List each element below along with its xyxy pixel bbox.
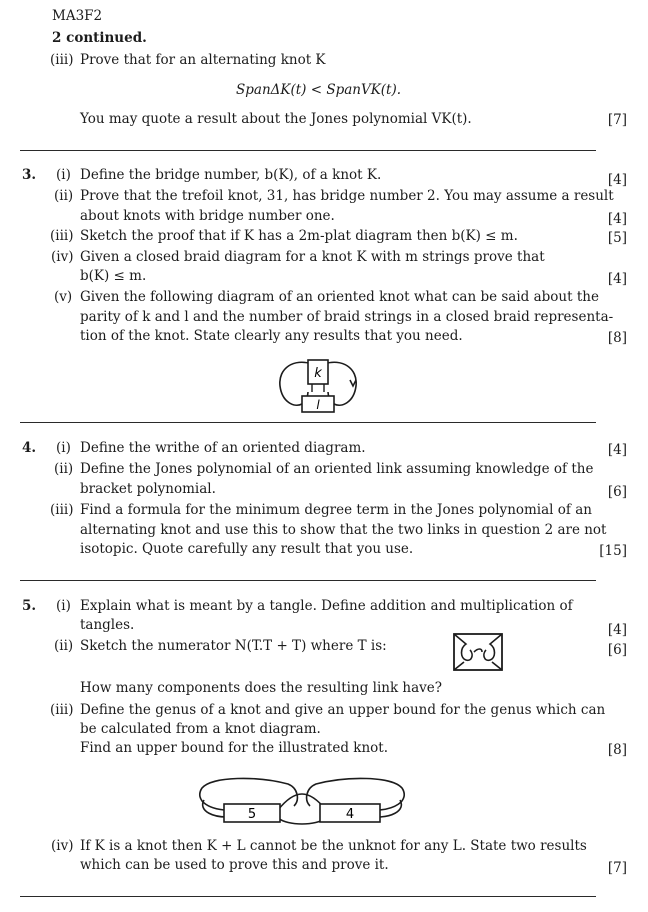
- q5-box-four-label: 4: [345, 807, 355, 822]
- q3-iv-marks: [4]: [607, 271, 627, 287]
- q4-i-label: (i): [56, 440, 71, 456]
- q4-iii-line1: Find a formula for the minimum degree term in the Jones polynomial of an: [80, 502, 592, 518]
- q5-i-line1: Explain what is meant by a tangle. Define addition and multiplication of: [80, 598, 573, 614]
- q4-ii-marks: [6]: [607, 484, 627, 500]
- q4-ii-label: (ii): [54, 461, 74, 477]
- q4-ii-line2: bracket polynomial.: [80, 481, 216, 497]
- q3-ii-label: (ii): [54, 188, 74, 204]
- q4-iii-line2: alternating knot and use this to show that the two links in question 2 are not: [80, 522, 607, 538]
- q3-iii-label: (iii): [50, 228, 74, 244]
- q4-iii-marks: [15]: [599, 543, 627, 559]
- q4-i-marks: [4]: [607, 442, 627, 458]
- q5-knot-diagram: [188, 770, 416, 828]
- q3-box-k-label: k: [314, 366, 322, 381]
- q4-ii-line1: Define the Jones polynomial of an oriented link assuming knowledge of the: [80, 461, 594, 477]
- q5-ii-line: Sketch the numerator N(T.T + T) where T is:: [80, 638, 387, 654]
- q5-iii-line3: Find an upper bound for the illustrated knot.: [80, 740, 388, 756]
- q5-iii-marks: [8]: [607, 742, 627, 758]
- q2-iii-label: (iii): [50, 52, 74, 68]
- q5-iv-line1: If K is a knot then K + L cannot be the unknot for any L. State two results: [80, 838, 587, 854]
- q5-iii-label: (iii): [50, 702, 74, 718]
- q5-iii-line1: Define the genus of a knot and give an upper bound for the genus which can: [80, 702, 606, 718]
- q3-ii-line1: Prove that the trefoil knot, 31, has bridge number 2. You may assume a result: [80, 188, 614, 204]
- divider-2: [20, 422, 596, 423]
- q3-v-marks: [8]: [607, 330, 627, 346]
- q3-box-l-label: l: [316, 398, 320, 412]
- divider-3: [20, 580, 596, 581]
- q5-iv-label: (iv): [51, 838, 74, 854]
- q3-iv-line1: Given a closed braid diagram for a knot K with m strings prove that: [80, 249, 545, 265]
- q5-i-marks: [4]: [607, 622, 627, 638]
- divider-4: [20, 896, 596, 897]
- q5-ii-marks: [6]: [607, 642, 627, 658]
- q5-number: 5.: [22, 598, 37, 614]
- q5-iv-marks: [7]: [607, 860, 627, 876]
- q3-iii-line: Sketch the proof that if K has a 2m-plat diagram then b(K) ≤ m.: [80, 228, 518, 244]
- q3-v-line1: Given the following diagram of an oriented knot what can be said about the: [80, 289, 599, 305]
- q3-ii-marks: [4]: [607, 211, 627, 227]
- q5-tangle-diagram: [452, 632, 504, 672]
- q3-v-line3: tion of the knot. State clearly any results that you need.: [80, 328, 463, 344]
- q3-knot-diagram: [272, 352, 364, 420]
- q4-iii-label: (iii): [50, 502, 74, 518]
- course-code: MA3F2: [52, 8, 103, 24]
- q5-iv-line2: which can be used to prove this and prove it.: [80, 857, 389, 873]
- q3-i-label: (i): [56, 167, 71, 183]
- q5-iii-line2: be calculated from a knot diagram.: [80, 721, 321, 737]
- q4-number: 4.: [22, 440, 37, 456]
- q3-i-line: Define the bridge number, b(K), of a knot K.: [80, 167, 382, 183]
- q2-iii-text: Prove that for an alternating knot K: [80, 52, 326, 68]
- q3-number: 3.: [22, 167, 37, 183]
- q3-iv-label: (iv): [51, 249, 74, 265]
- q3-ii-line2: about knots with bridge number one.: [80, 208, 335, 224]
- q5-box-five-label: 5: [247, 807, 257, 822]
- q2-marks: [7]: [607, 112, 627, 128]
- q5-i-label: (i): [56, 598, 71, 614]
- q4-i-line: Define the writhe of an oriented diagram.: [80, 440, 366, 456]
- q5-i-line2: tangles.: [80, 617, 135, 633]
- q2-formula: SpanΔK(t) < SpanVK(t).: [236, 82, 402, 98]
- divider-1: [20, 150, 596, 151]
- q3-i-marks: [4]: [607, 172, 627, 188]
- q4-iii-line3: isotopic. Quote carefully any result that you use.: [80, 541, 414, 557]
- q3-iv-line2: b(K) ≤ m.: [80, 268, 147, 284]
- q3-v-line2: parity of k and l and the number of braid strings in a closed braid representa-: [80, 309, 614, 325]
- q3-v-label: (v): [54, 289, 73, 305]
- q5-components-question: How many components does the resulting link have?: [80, 680, 443, 696]
- q2-quote-text: You may quote a result about the Jones polynomial VK(t).: [80, 111, 472, 127]
- q3-iii-marks: [5]: [607, 230, 627, 246]
- continued-heading: 2 continued.: [52, 30, 147, 46]
- q5-ii-label: (ii): [54, 638, 74, 654]
